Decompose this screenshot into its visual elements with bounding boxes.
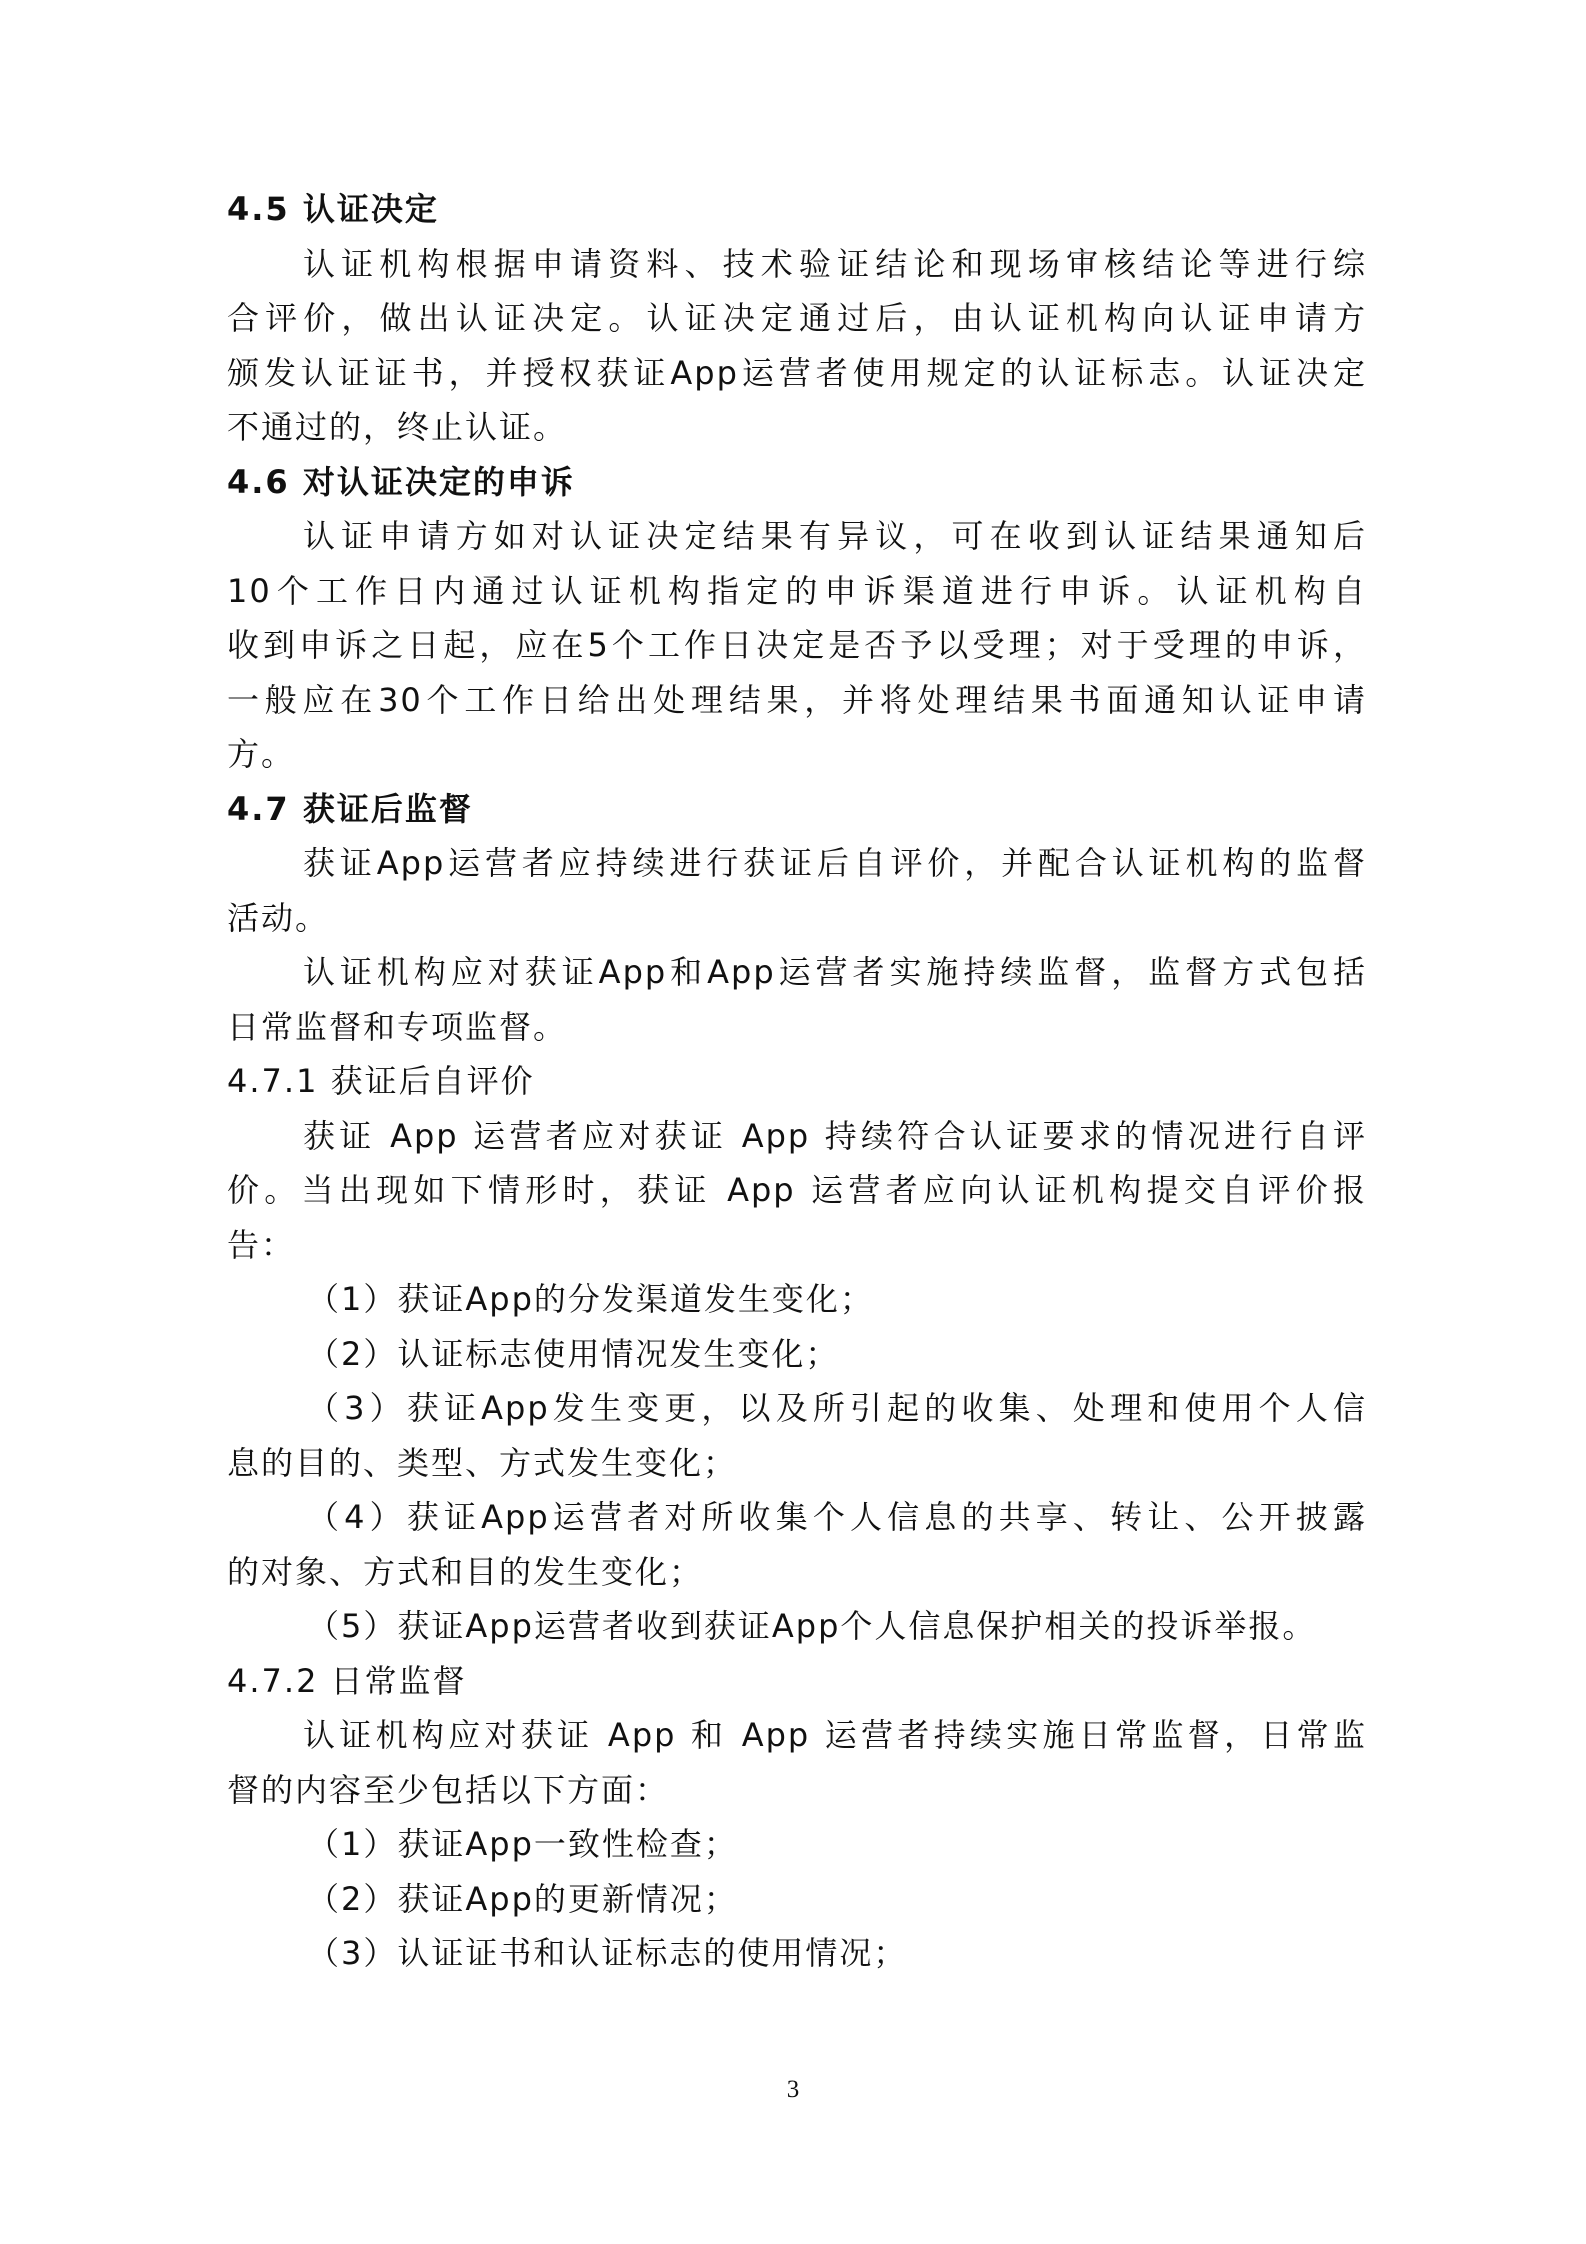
list-item: （2）认证标志使用情况发生变化； xyxy=(307,1334,840,1373)
paragraph-line: 10个工作日内通过认证机构指定的申诉渠道进行申诉。认证机构自 xyxy=(227,571,1367,610)
paragraph-line: 认证申请方如对认证决定结果有异议，可在收到认证结果通知后 xyxy=(303,517,1367,555)
paragraph-line: 告： xyxy=(227,1225,296,1264)
paragraph-line: 价。当出现如下情形时，获证 App 运营者应向认证机构提交自评价报 xyxy=(227,1171,1367,1209)
list-item: （1）获证App的分发渠道发生变化； xyxy=(307,1280,874,1318)
list-item: （3）获证App发生变更，以及所引起的收集、处理和使用个人信 xyxy=(307,1389,1367,1427)
paragraph-line: 不通过的，终止认证。 xyxy=(227,408,568,446)
paragraph-line: 获证App运营者应持续进行获证后自评价，并配合认证机构的监督 xyxy=(303,844,1367,882)
document-body xyxy=(227,182,1367,1981)
paragraph-line: 一般应在30个工作日给出处理结果，并将处理结果书面通知认证申请 xyxy=(227,680,1367,719)
paragraph-line: 合评价，做出认证决定。认证决定通过后，由认证机构向认证申请方 xyxy=(227,299,1367,337)
paragraph-line: 日常监督和专项监督。 xyxy=(227,1007,568,1046)
subsection-heading: 4.7.1 获证后自评价 xyxy=(227,1062,535,1100)
paragraph-line: 督的内容至少包括以下方面： xyxy=(227,1770,670,1809)
paragraph-line: 颁发认证证书，并授权获证App运营者使用规定的认证标志。认证决定 xyxy=(227,353,1367,392)
list-item: （5）获证App运营者收到获证App个人信息保护相关的投诉举报。 xyxy=(307,1607,1317,1645)
paragraph-line: 认证机构根据申请资料、技术验证结论和现场审核结论等进行综 xyxy=(303,244,1367,283)
paragraph-line: 收到申诉之日起，应在5个工作日决定是否予以受理；对于受理的申诉， xyxy=(227,626,1367,664)
paragraph-line: 活动。 xyxy=(227,898,330,937)
list-item: （2）获证App的更新情况； xyxy=(307,1879,738,1918)
paragraph-line: 认证机构应对获证 App 和 App 运营者持续实施日常监督，日常监 xyxy=(303,1716,1367,1754)
list-item-continuation: 的对象、方式和目的发生变化； xyxy=(227,1552,704,1591)
list-item: （3）认证证书和认证标志的使用情况； xyxy=(307,1934,908,1972)
list-item: （4）获证App运营者对所收集个人信息的共享、转让、公开披露 xyxy=(307,1498,1367,1536)
list-item-continuation: 息的目的、类型、方式发生变化； xyxy=(227,1443,738,1482)
paragraph-line: 认证机构应对获证App和App运营者实施持续监督，监督方式包括 xyxy=(303,953,1367,991)
list-item: （1）获证App一致性检查； xyxy=(307,1825,738,1863)
subsection-heading: 4.7.2 日常监督 xyxy=(227,1661,467,1700)
section-heading: 4.7 获证后监督 xyxy=(227,789,473,828)
section-heading: 4.5 认证决定 xyxy=(227,190,439,228)
paragraph-line: 获证 App 运营者应对获证 App 持续符合认证要求的情况进行自评 xyxy=(303,1116,1367,1155)
page-number: 3 xyxy=(786,2076,800,2103)
paragraph-line: 方。 xyxy=(227,735,296,773)
section-heading: 4.6 对认证决定的申诉 xyxy=(227,462,575,501)
